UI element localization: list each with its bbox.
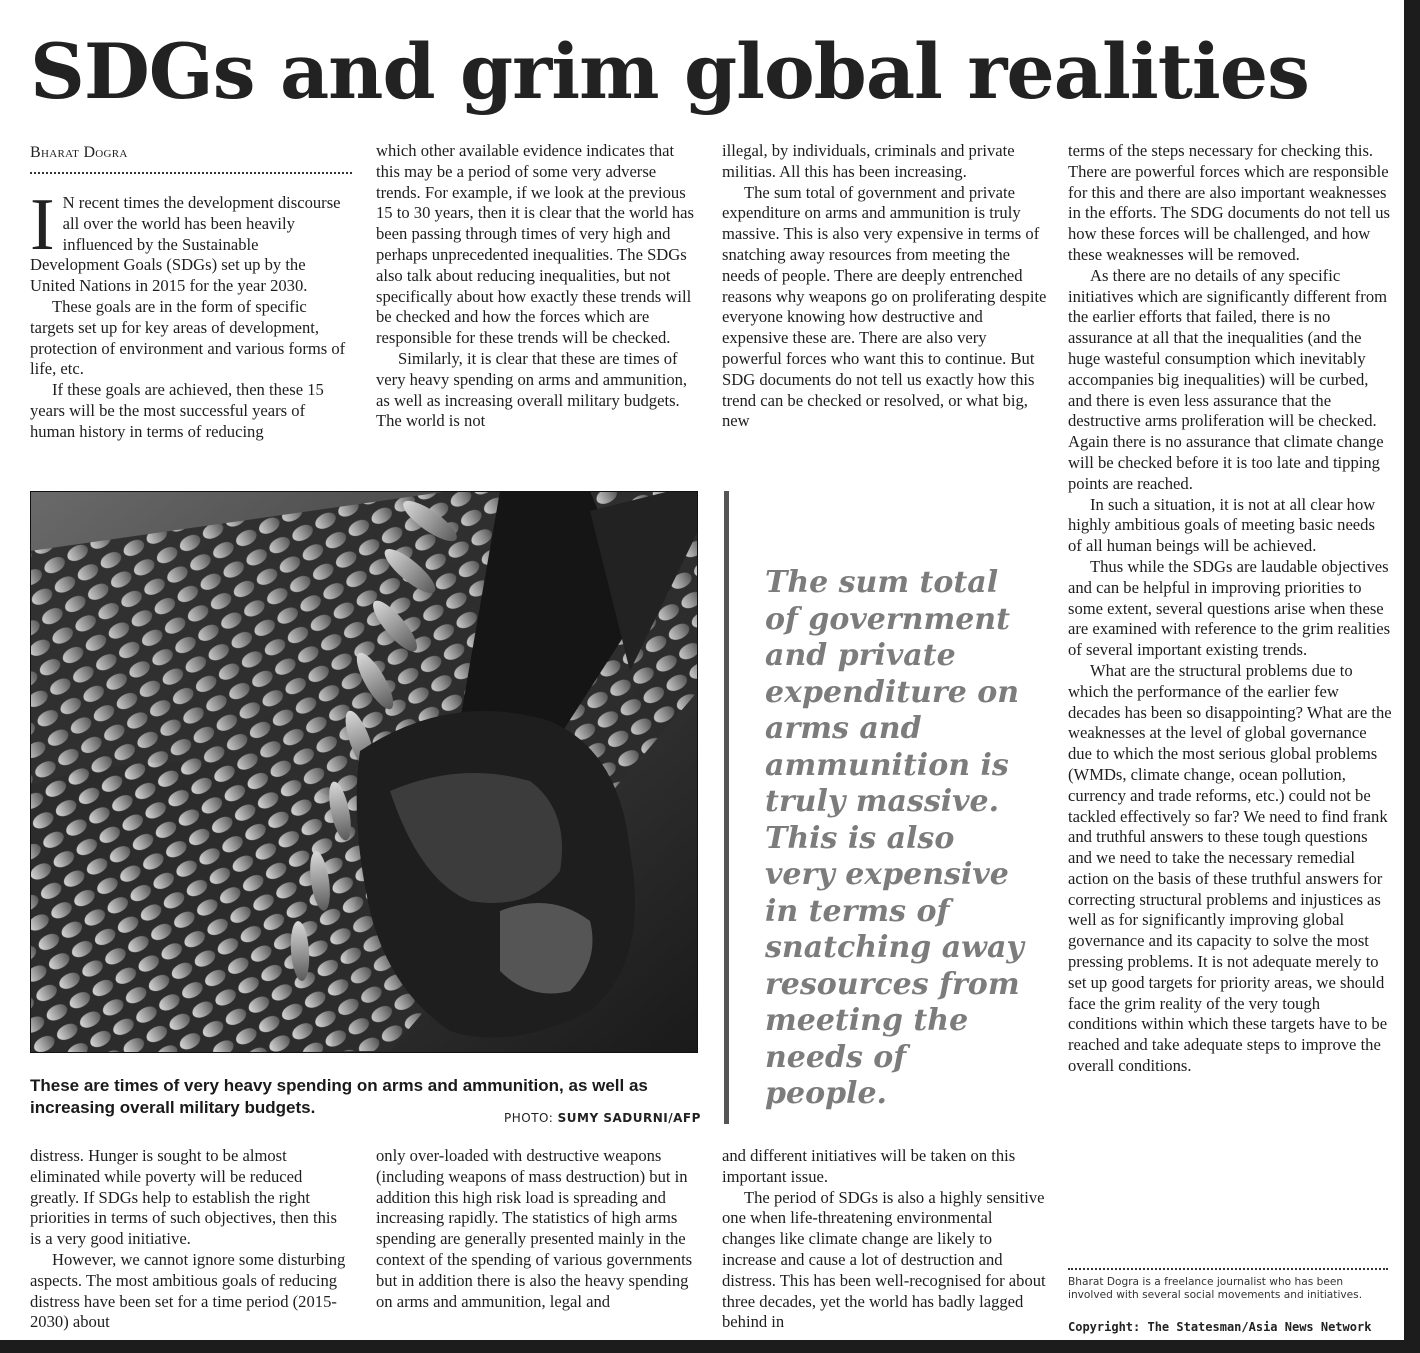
article-column-3-lower bbox=[722, 1146, 1048, 1338]
pull-quote: The sum total of government and private expenditure on arms and ammunition is truly massive. This is also very expensive in terms of snatching away resources from meeting the needs of people. bbox=[765, 565, 1024, 1111]
article-column-1-lower bbox=[30, 1146, 352, 1338]
paragraph: As there are no details of any specific initiatives which are significantly different from the earlier efforts that failed, there is no assurance at all that the inequalities (and the huge wasteful consumption which inevitably accompanies big inequalities) will be curbed, and there is even less assurance that the destructive arms proliferation will be checked. Again there is no assurance that climate change will be checked before it is too late and tipping points are reached. bbox=[1068, 265, 1388, 493]
paragraph: However, we cannot ignore some disturbing aspects. The most ambitious goals of reducing distress have been set for a time period (2015-2030) about bbox=[30, 1249, 346, 1332]
paragraph: distress. Hunger is sought to be almost eliminated while poverty will be reduced greatly. If SDGs help to establish the right priorities in terms of such objectives, then this is a very good initiative. bbox=[30, 1146, 337, 1249]
paragraph: and different initiatives will be taken on this important issue. bbox=[722, 1146, 1016, 1186]
photo-credit-name: SUMY SADURNI/AFP bbox=[557, 1111, 701, 1125]
drop-cap: I bbox=[30, 193, 55, 266]
photo-illustration bbox=[30, 491, 698, 1053]
paragraph: which other available evidence indicates that this may be a period of some very adverse trends. For example, if we look at the previous 15 to 30 years, then it is clear that the world has been passing through times of very high and perhaps unprecedented inequalities. The SDGs also talk about reducing inequalities, but not specifically about how exactly these trends will be checked and how the forces which are responsible for these trends will be checked. bbox=[376, 141, 694, 348]
paragraph: The period of SDGs is also a highly sensitive one when life-threatening environmental changes like climate change are likely to increase and cause a lot of destruction and distress. This has been well-recognised for about three decades, yet the world has badly lagged behind in bbox=[722, 1187, 1046, 1332]
bio-divider bbox=[1068, 1268, 1388, 1270]
byline: Bharat Dogra bbox=[30, 144, 352, 174]
news-photo bbox=[30, 491, 698, 1053]
article-column-2 bbox=[376, 141, 700, 477]
photo-caption: These are times of very heavy spending on arms and ammunition, as well as increasing overall military budgets. bbox=[30, 1076, 648, 1117]
article-column-3 bbox=[722, 141, 1048, 477]
paragraph: only over-loaded with destructive weapons (including weapons of mass destruction) but in addition this high risk load is spreading and increasing rapidly. The statistics of high arms spending are generally presented mainly in the context of the spending of various governments but in addition there is also the heavy spending on arms and ammunition, legal and bbox=[376, 1146, 693, 1311]
copyright-notice: Copyright: The Statesman/Asia News Network bbox=[1068, 1320, 1372, 1334]
paragraph: terms of the steps necessary for checking this. There are powerful forces which are responsible for this and there are also important weaknesses in the efforts. The SDG documents do not tell us how these forces will be challenged, and how these weaknesses will be removed. bbox=[1068, 141, 1391, 264]
cut-off-header-text bbox=[380, 0, 1160, 4]
pullquote-rule bbox=[724, 491, 729, 1124]
paragraph: In such a situation, it is not at all clear how highly ambitious goals of meeting basic needs of all human beings will be achieved. bbox=[1068, 494, 1376, 556]
article-column-2-lower bbox=[376, 1146, 700, 1338]
paragraph: These goals are in the form of specific targets set up for key areas of development, protection of environment and various forms of life, etc. bbox=[30, 296, 346, 379]
page-edge-bottom bbox=[0, 1340, 1420, 1353]
page-edge-right bbox=[1404, 0, 1420, 1353]
author-bio: Bharat Dogra is a freelance journalist who has been involved with several social movements and initiatives. bbox=[1068, 1276, 1363, 1301]
headline: SDGs and grim global realities bbox=[30, 27, 1309, 116]
paragraph: What are the structural problems due to which the performance of the earlier few decades has been so disappointing? What are the weaknesses at the level of global governance due to which the most serious global problems (WMDs, climate change, ocean pollution, currency and trade reforms, etc.) could not be tackled effectively so far? We need to find frank and truthful answers to these tough questions and we need to take the necessary remedial action on the basis of these truthful answers for correcting structural problems and injustices as well as for significantly improving global governance and its capacity to solve the most pressing problems. It is not adequate merely to set up good targets for priority areas, we should face the grim reality of the very tough conditions within which these targets have to be reached and take adequate steps to improve the overall conditions. bbox=[1068, 660, 1392, 1076]
paragraph: If these goals are achieved, then these 15 years will be the most successful years of human history in terms of reducing bbox=[30, 380, 324, 441]
paragraph: The sum total of government and private expenditure on arms and ammunition is truly massive. This is also very expensive in terms of snatching away resources from meeting the needs of people. There are deeply entrenched reasons why weapons go on proliferating despite everyone knowing how destructive and expensive these are. There are also very powerful forces who want this to continue. But SDG documents do not tell us exactly how this trend can be checked or resolved, or what big, new bbox=[722, 182, 1047, 431]
paragraph: illegal, by individuals, criminals and private militias. All this has been increasing. bbox=[722, 141, 1015, 181]
lead-paragraph: I N recent times the development discourse all over the world has been heavily influenced by the Sustainable Development Goals (SDGs) set up by the United Nations in 2015 for the year 2030. bbox=[30, 193, 341, 296]
paragraph: Thus while the SDGs are laudable objectives and can be helpful in improving priorities to some extent, several questions arise when these are examined with reference to the grim realities of several important existing trends. bbox=[1068, 556, 1391, 660]
photo-credit: PHOTO: SUMY SADURNI/AFP bbox=[504, 1111, 701, 1125]
article-column-4 bbox=[1068, 141, 1392, 1259]
paragraph: Similarly, it is clear that these are times of very heavy spending on arms and ammunition, as well as increasing overall military budgets. The world is not bbox=[376, 348, 688, 431]
article-column-1 bbox=[30, 193, 352, 478]
